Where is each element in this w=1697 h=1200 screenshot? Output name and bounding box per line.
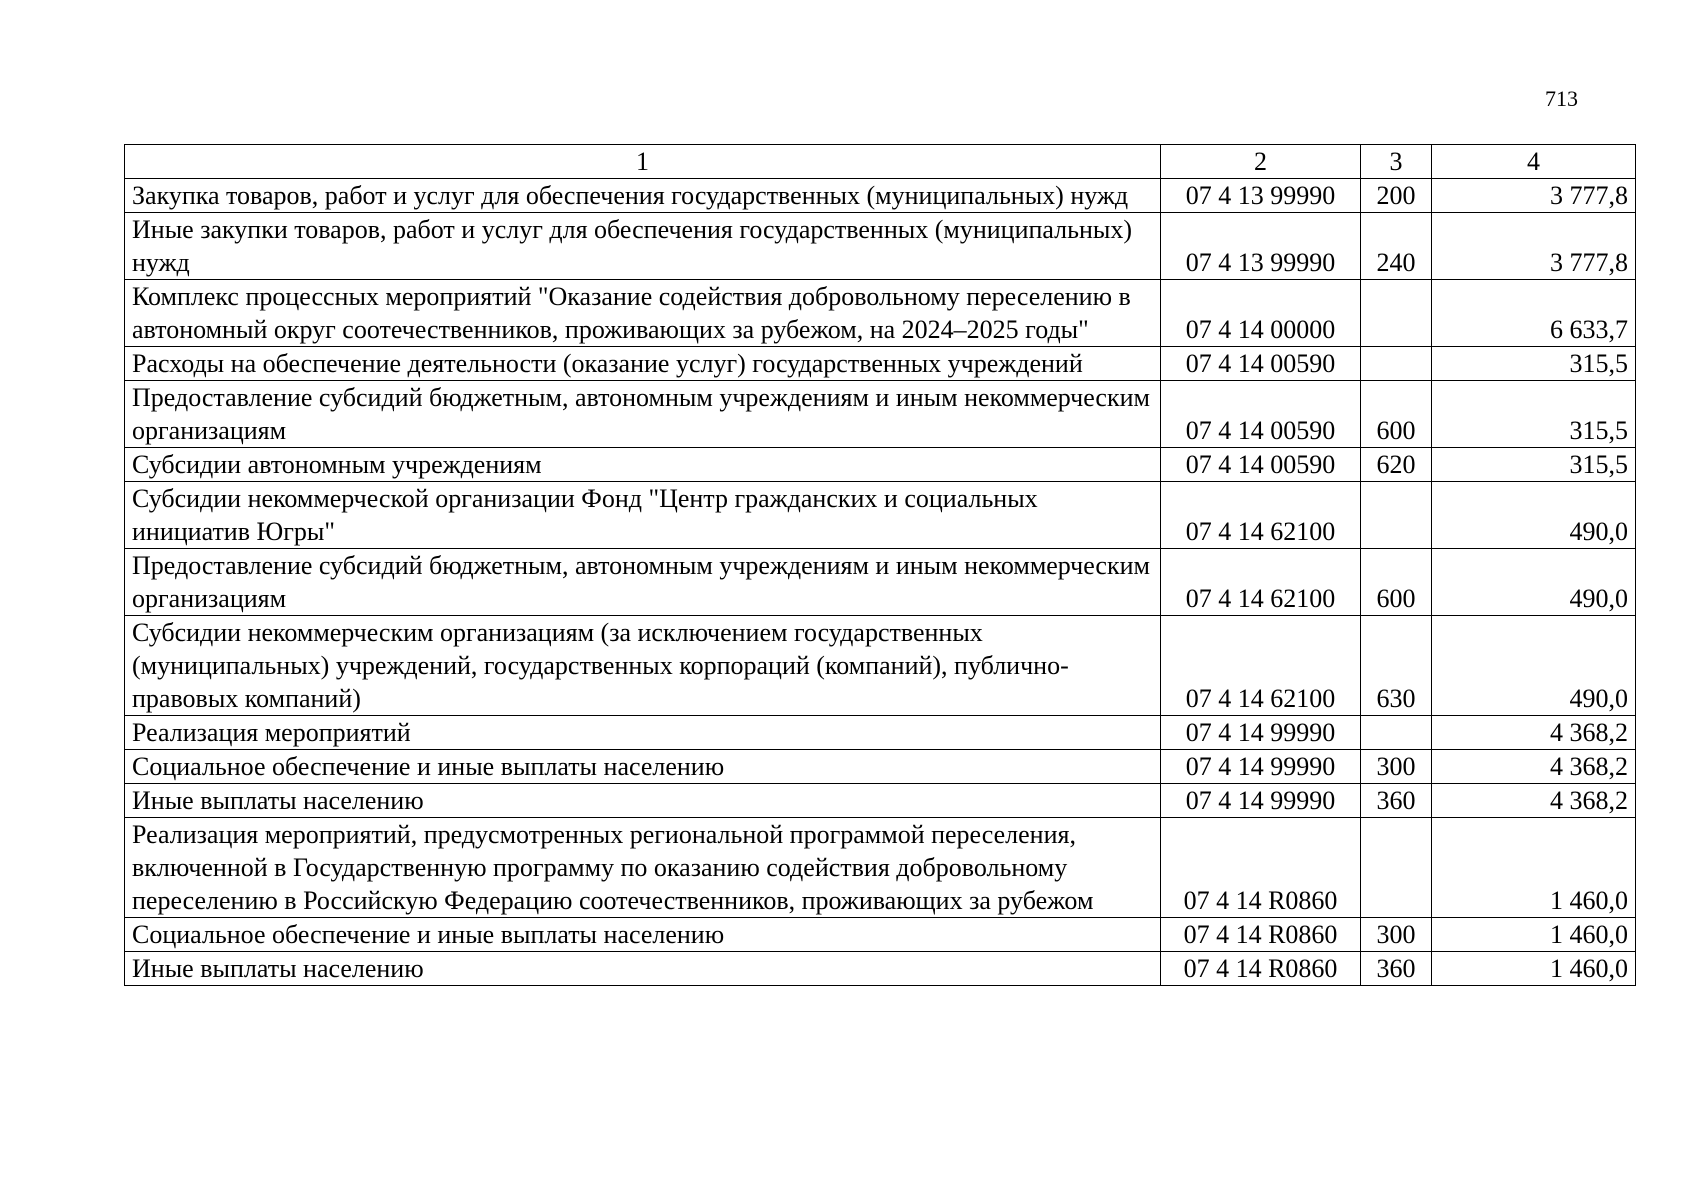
table-row xyxy=(125,549,1636,616)
table-row xyxy=(125,448,1636,482)
row-amount-cell: 1 460,0 xyxy=(1432,952,1636,986)
row-amount-cell: 4 368,2 xyxy=(1432,716,1636,750)
table-body xyxy=(125,179,1636,986)
row-code-cell: 07 4 14 R0860 xyxy=(1161,918,1361,952)
table-row xyxy=(125,280,1636,347)
row-name-cell: Предоставление субсидий бюджетным, автономным учреждениям и иным некоммерческим организациям xyxy=(125,381,1161,448)
row-name-cell: Социальное обеспечение и иные выплаты населению xyxy=(125,750,1161,784)
row-code-cell: 07 4 14 62100 xyxy=(1161,549,1361,616)
table-row xyxy=(125,616,1636,716)
table-row xyxy=(125,750,1636,784)
row-name-cell: Иные выплаты населению xyxy=(125,784,1161,818)
row-amount-cell: 1 460,0 xyxy=(1432,818,1636,918)
row-amount-cell: 4 368,2 xyxy=(1432,784,1636,818)
row-code-cell: 07 4 14 62100 xyxy=(1161,616,1361,716)
row-name-cell: Реализация мероприятий, предусмотренных региональной программой переселения, включенной в Государственную программу по оказанию содействия добровольному переселению в Российскую Федерацию соотечественников, проживающих за рубежом xyxy=(125,818,1161,918)
row-amount-cell: 4 368,2 xyxy=(1432,750,1636,784)
row-code-cell: 07 4 14 00590 xyxy=(1161,381,1361,448)
row-amount-cell: 3 777,8 xyxy=(1432,213,1636,280)
row-name-cell: Иные выплаты населению xyxy=(125,952,1161,986)
row-code-cell: 07 4 14 99990 xyxy=(1161,750,1361,784)
row-code-cell: 07 4 14 R0860 xyxy=(1161,818,1361,918)
row-name-cell: Субсидии некоммерческой организации Фонд "Центр гражданских и социальных инициатив Югры" xyxy=(125,482,1161,549)
column-header-1: 1 xyxy=(125,145,1161,179)
table-row xyxy=(125,818,1636,918)
row-type-cell: 600 xyxy=(1361,381,1432,448)
column-header-4: 4 xyxy=(1432,145,1636,179)
row-name-cell: Предоставление субсидий бюджетным, автономным учреждениям и иным некоммерческим организациям xyxy=(125,549,1161,616)
row-type-cell xyxy=(1361,818,1432,918)
row-code-cell: 07 4 14 00590 xyxy=(1161,448,1361,482)
row-code-cell: 07 4 14 99990 xyxy=(1161,784,1361,818)
row-name-cell: Расходы на обеспечение деятельности (оказание услуг) государственных учреждений xyxy=(125,347,1161,381)
table-row xyxy=(125,482,1636,549)
row-name-cell: Комплекс процессных мероприятий "Оказание содействия добровольному переселению в автономный округ соотечественников, проживающих за рубежом, на 2024–2025 годы" xyxy=(125,280,1161,347)
row-type-cell xyxy=(1361,347,1432,381)
column-header-3: 3 xyxy=(1361,145,1432,179)
table-row xyxy=(125,347,1636,381)
row-name-cell: Социальное обеспечение и иные выплаты населению xyxy=(125,918,1161,952)
row-type-cell xyxy=(1361,482,1432,549)
row-amount-cell: 1 460,0 xyxy=(1432,918,1636,952)
row-type-cell: 360 xyxy=(1361,784,1432,818)
table-row xyxy=(125,381,1636,448)
row-code-cell: 07 4 14 62100 xyxy=(1161,482,1361,549)
row-name-cell: Закупка товаров, работ и услуг для обеспечения государственных (муниципальных) нужд xyxy=(125,179,1161,213)
row-name-cell: Реализация мероприятий xyxy=(125,716,1161,750)
row-name-cell: Субсидии некоммерческим организациям (за исключением государственных (муниципальных) учреждений, государственных корпораций (компаний), публично-правовых компаний) xyxy=(125,616,1161,716)
row-type-cell: 240 xyxy=(1361,213,1432,280)
row-type-cell: 360 xyxy=(1361,952,1432,986)
row-amount-cell: 6 633,7 xyxy=(1432,280,1636,347)
row-code-cell: 07 4 13 99990 xyxy=(1161,179,1361,213)
row-type-cell: 630 xyxy=(1361,616,1432,716)
table-row xyxy=(125,918,1636,952)
table-row xyxy=(125,716,1636,750)
row-amount-cell: 490,0 xyxy=(1432,482,1636,549)
row-amount-cell: 490,0 xyxy=(1432,549,1636,616)
row-code-cell: 07 4 14 R0860 xyxy=(1161,952,1361,986)
row-name-cell: Иные закупки товаров, работ и услуг для обеспечения государственных (муниципальных) нужд xyxy=(125,213,1161,280)
row-code-cell: 07 4 14 00000 xyxy=(1161,280,1361,347)
row-code-cell: 07 4 14 00590 xyxy=(1161,347,1361,381)
table-row xyxy=(125,784,1636,818)
row-type-cell: 600 xyxy=(1361,549,1432,616)
page-number: 713 xyxy=(1545,86,1578,111)
budget-table xyxy=(124,144,1636,986)
row-type-cell: 200 xyxy=(1361,179,1432,213)
table-row xyxy=(125,179,1636,213)
row-amount-cell: 315,5 xyxy=(1432,381,1636,448)
row-type-cell: 620 xyxy=(1361,448,1432,482)
row-name-cell: Субсидии автономным учреждениям xyxy=(125,448,1161,482)
row-type-cell xyxy=(1361,716,1432,750)
row-code-cell: 07 4 14 99990 xyxy=(1161,716,1361,750)
row-type-cell: 300 xyxy=(1361,750,1432,784)
row-amount-cell: 490,0 xyxy=(1432,616,1636,716)
column-header-2: 2 xyxy=(1161,145,1361,179)
row-type-cell: 300 xyxy=(1361,918,1432,952)
row-type-cell xyxy=(1361,280,1432,347)
row-code-cell: 07 4 13 99990 xyxy=(1161,213,1361,280)
row-amount-cell: 3 777,8 xyxy=(1432,179,1636,213)
table-row xyxy=(125,952,1636,986)
table-row xyxy=(125,213,1636,280)
row-amount-cell: 315,5 xyxy=(1432,347,1636,381)
table-header-row xyxy=(125,145,1636,179)
row-amount-cell: 315,5 xyxy=(1432,448,1636,482)
